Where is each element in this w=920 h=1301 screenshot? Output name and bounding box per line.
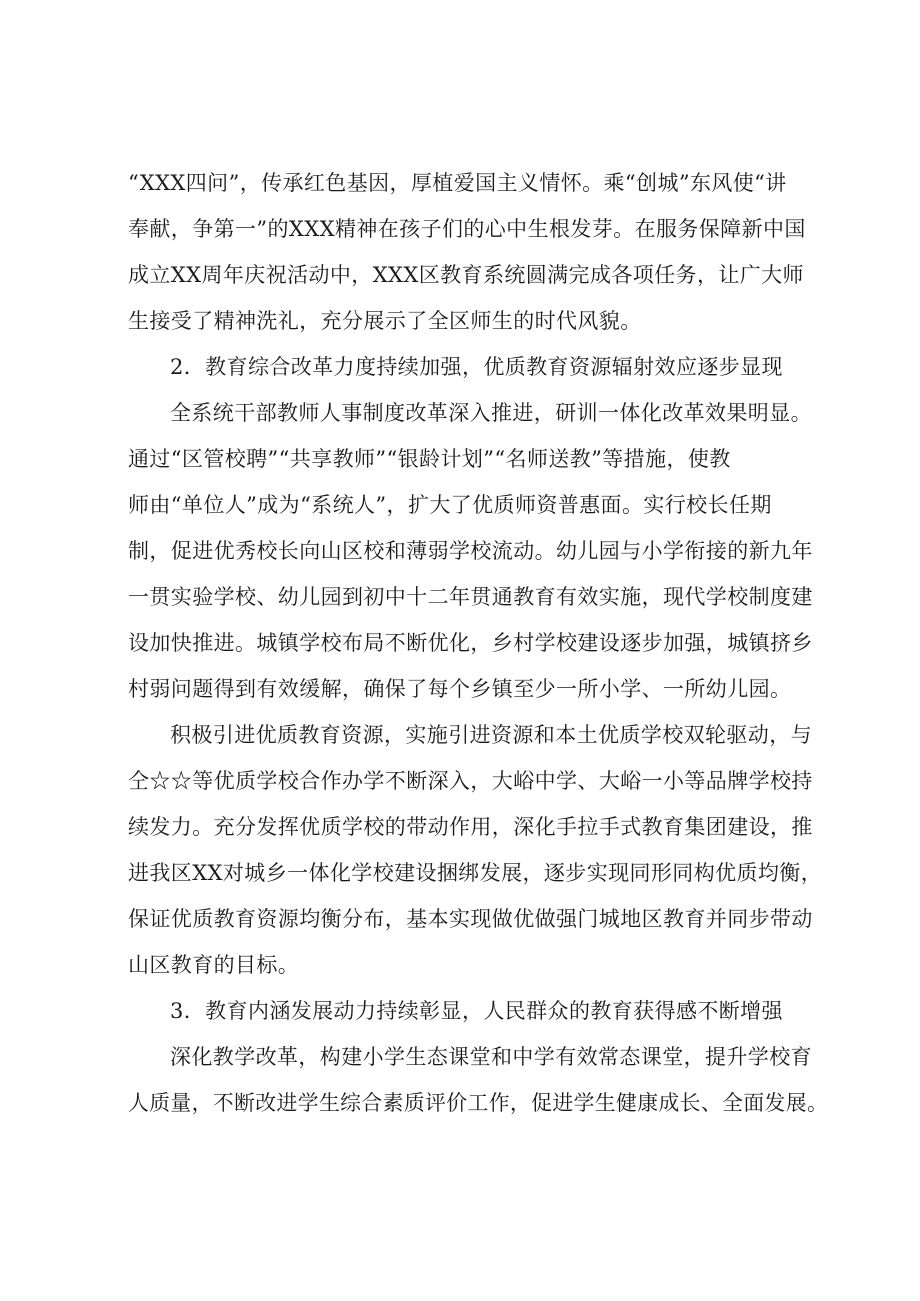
text-line: 人质量，不断改进学生综合素质评价工作，促进学生健康成长、全面发展。 [128, 1091, 829, 1115]
section-heading-3: 3．教育内涵发展动力持续彰显，人民群众的教育获得感不断增强 [170, 999, 783, 1023]
text-line: 成立XX周年庆祝活动中，XXX区教育系统圆满完成各项任务，让广大师 [128, 263, 804, 287]
text-line: 深化教学改革，构建小学生态课堂和中学有效常态课堂，提升学校育 [170, 1045, 812, 1069]
text-line: 村弱问题得到有效缓解，确保了每个乡镇至少一所小学、一所幼儿园。 [128, 677, 792, 701]
text-line: 保证优质教育资源均衡分布，基本实现做优做强门城地区教育并同步带动 [128, 907, 813, 931]
text-line: 设加快推进。城镇学校布局不断优化，乡村学校建设逐步加强，城镇挤乡 [128, 631, 813, 655]
text-line: 仝☆☆等优质学校合作办学不断深入，大峪中学、大峪一小等品牌学校持 [128, 769, 813, 793]
text-line: 一贯实验学校、幼儿园到初中十二年贯通教育有效实施，现代学校制度建 [128, 585, 813, 609]
text-line: 生接受了精神洗礼，充分展示了全区师生的时代风貌。 [128, 309, 642, 333]
text-line: 奉献，争第一”的XXX精神在孩子们的心中生根发芽。在服务保障新中国 [128, 217, 806, 241]
text-line: 进我区XX对城乡一体化学校建设捆绑发展，逐步实现同形同构优质均衡， [128, 861, 823, 885]
text-line: 师由“单位人”成为“系统人”，扩大了优质师资普惠面。实行校长任期 [128, 493, 772, 517]
section-heading-2: 2．教育综合改革力度持续加强，优质教育资源辐射效应逐步显现 [170, 355, 783, 379]
text-line: 续发力。充分发挥优质学校的带动作用，深化手拉手式教育集团建设，推 [128, 815, 813, 839]
text-line: 全系统干部教师人事制度改革深入推进，研训一体化改革效果明显。 [170, 401, 812, 425]
text-line: 积极引进优质教育资源，实施引进资源和本土优质学校双轮驱动，与 [170, 723, 812, 747]
text-line: 通过“区管校聘”“共享教师”“银龄计划”“名师送教”等措施，使教 [128, 447, 731, 471]
text-line: “XXX四问”，传承红色基因，厚植爱国主义情怀。乘“创城”东风使“讲 [128, 171, 787, 195]
text-line: 山区教育的目标。 [128, 953, 300, 977]
text-line: 制，促进优秀校长向山区校和薄弱学校流动。幼儿园与小学衔接的新九年 [128, 539, 813, 563]
